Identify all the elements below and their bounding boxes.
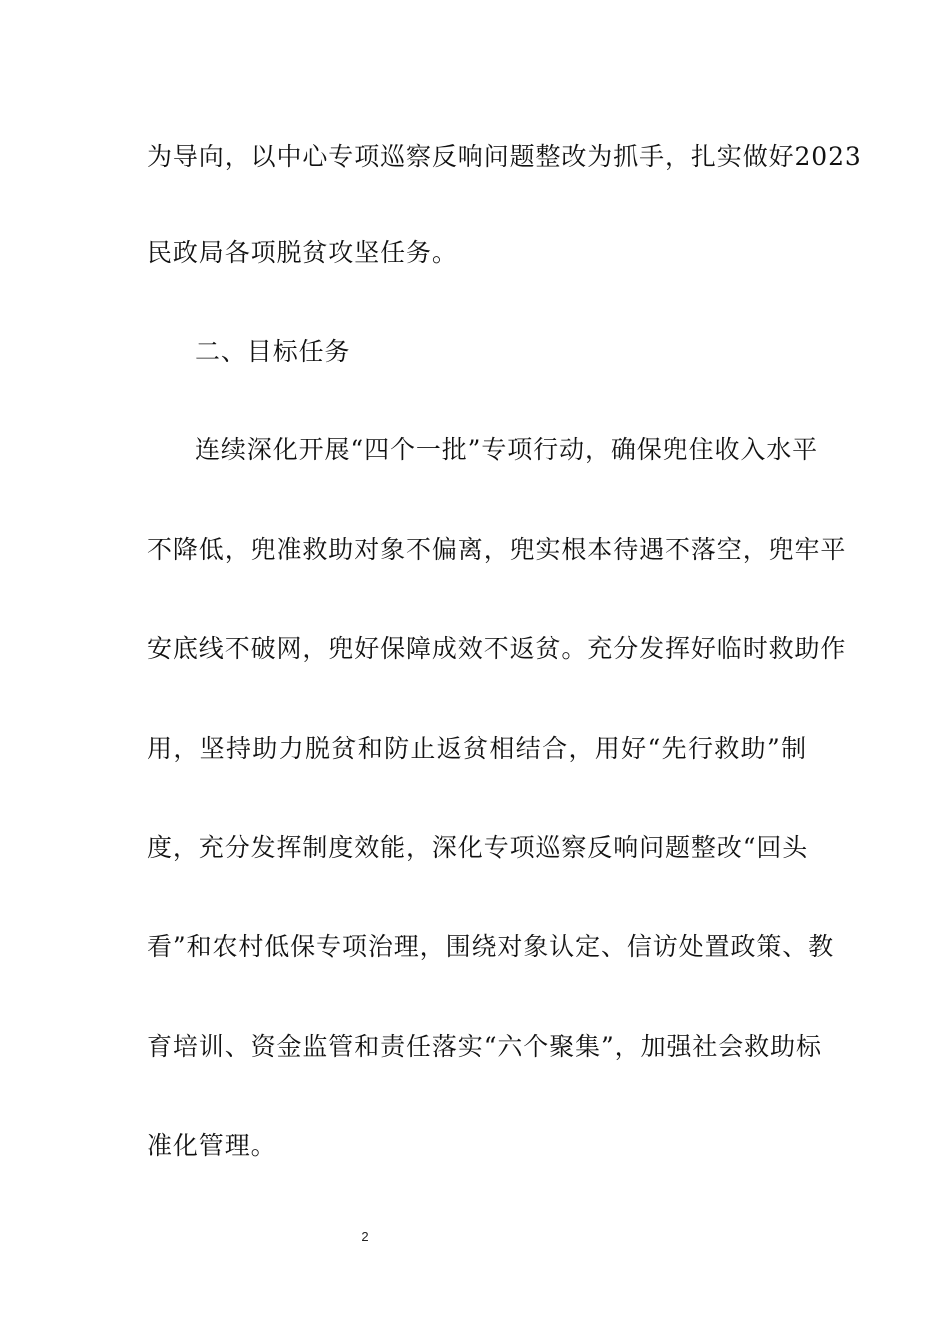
body-text-line: 不降低，兜准救助对象不偏离，兜实根本待遇不落空，兜牢平 — [147, 535, 847, 564]
body-text-line: 安底线不破网，兜好保障成效不返贫。充分发挥好临时救助作 — [147, 634, 847, 663]
body-text-line: 为导向，以中心专项巡察反响问题整改为抓手，扎实做好2023 — [147, 142, 862, 171]
body-text-line: 看”和农村低保专项治理，围绕对象认定、信访处置政策、教 — [147, 932, 835, 961]
body-text-line: 育培训、资金监管和责任落实“六个聚集”，加强社会救助标 — [147, 1032, 822, 1061]
page-number: 2 — [361, 1229, 369, 1244]
section-heading: 二、目标任务 — [195, 337, 351, 366]
body-text-line: 民政局各项脱贫攻坚任务。 — [147, 238, 458, 267]
body-text-line: 准化管理。 — [147, 1131, 277, 1160]
body-text-line: 度，充分发挥制度效能，深化专项巡察反响问题整改“回头 — [147, 833, 809, 862]
body-text-line: 用，坚持助力脱贫和防止返贫相结合，用好“先行救助”制 — [147, 734, 807, 763]
body-text-line: 连续深化开展“四个一批”专项行动，确保兜住收入水平 — [195, 435, 819, 464]
